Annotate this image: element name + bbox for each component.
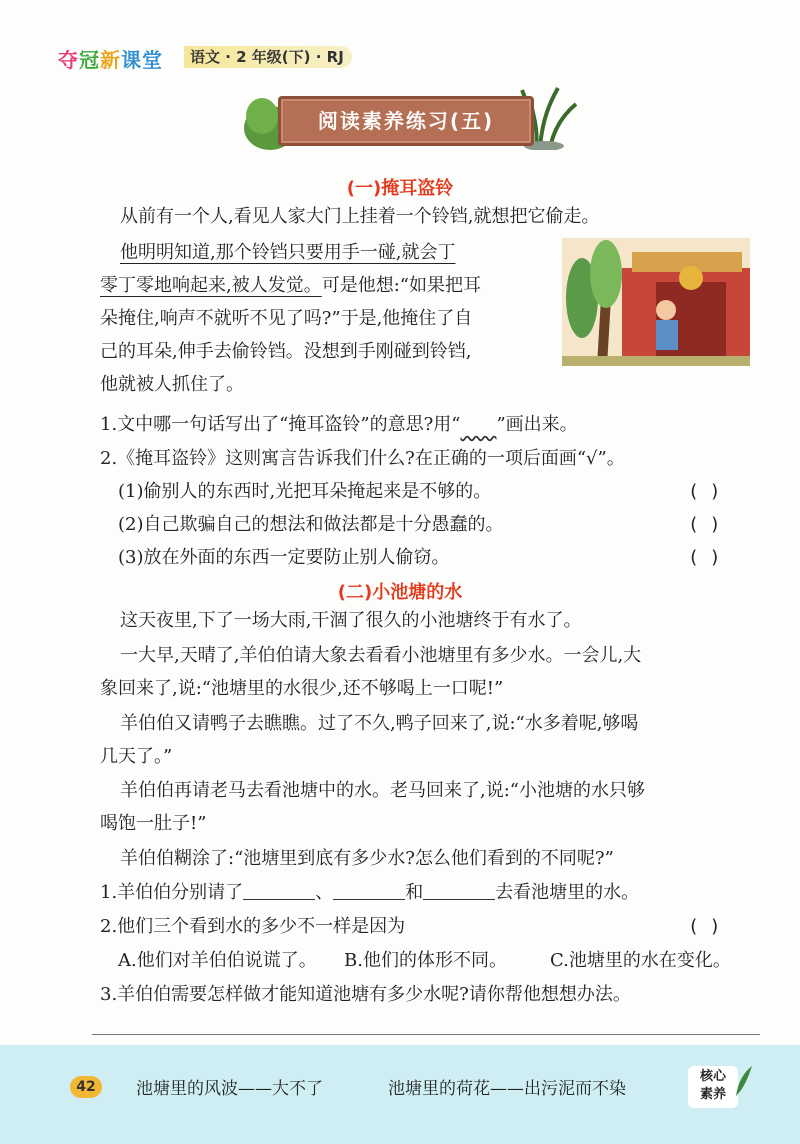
brand-logo — [58, 44, 163, 73]
paragraph-line: 羊伯伯再请老马去看池塘中的水。老马回来了,说:“小池塘的水只够 — [120, 780, 645, 801]
story-illustration — [562, 238, 750, 366]
paragraph-line: 羊伯伯又请鸭子去瞧瞧。过了不久,鸭子回来了,说:“水多着呢,够喝 — [120, 713, 639, 734]
course-label: 语文 · 2 年级(下) · RJ — [184, 46, 352, 68]
core-literacy-badge — [688, 1066, 738, 1108]
option-1: (1)偷别人的东西时,光把耳朵掩起来是不够的。 — [118, 481, 492, 502]
question-1 — [100, 410, 578, 440]
answer-paren[interactable]: ( ) — [688, 481, 721, 502]
leaf-icon — [732, 1064, 754, 1098]
question-3: 3.羊伯伯需要怎样做才能知道池塘有多少水呢?请你帮他想想办法。 — [100, 984, 631, 1005]
question-text: 、 — [315, 882, 334, 903]
section1-title: (一)掩耳盗铃 — [346, 178, 454, 199]
option-3: (3)放在外面的东西一定要防止别人偷窃。 — [118, 547, 450, 568]
badge-line: 素养 — [699, 1087, 726, 1102]
paragraph-line: 己的耳朵,伸手去偷铃铛。没想到手刚碰到铃铛, — [100, 341, 472, 362]
paragraph-line: 朵掩住,响声不就听不见了吗?”于是,他掩住了自 — [100, 308, 473, 329]
paragraph-line: 从前有一个人,看见人家大门上挂着一个铃铛,就想把它偷走。 — [120, 206, 600, 227]
paragraph-line: 羊伯伯糊涂了:“池塘里到底有多少水?怎么他们看到的不同呢?” — [120, 848, 614, 869]
paragraph-line: 他明明知道,那个铃铛只要用手一碰,就会丁 — [120, 242, 456, 263]
brand-char: 课堂 — [121, 48, 163, 72]
answer-paren[interactable]: ( ) — [688, 916, 721, 937]
answer-blank[interactable] — [423, 881, 495, 900]
paragraph-line: 几天了。” — [100, 746, 173, 767]
question-2: 2.他们三个看到水的多少不一样是因为 — [100, 916, 406, 937]
question-text: 去看池塘里的水。 — [495, 882, 640, 903]
paragraph-line-wrap — [100, 271, 481, 301]
paragraph-line: 象回来了,说:“池塘里的水很少,还不够喝上一口呢!” — [100, 678, 504, 699]
footer-idiom: 池塘里的风波——大不了 — [136, 1079, 323, 1099]
q2-option-a: A.他们对羊伯伯说谎了。 — [118, 950, 317, 971]
paragraph-line: 一大早,天晴了,羊伯伯请大象去看看小池塘里有多少水。一会儿,大 — [120, 645, 642, 666]
question-text: ”画出来。 — [496, 414, 578, 435]
question-1 — [100, 878, 639, 908]
answer-blank[interactable] — [333, 881, 405, 900]
paragraph-line: 他就被人抓住了。 — [100, 374, 244, 395]
title-banner — [278, 96, 534, 146]
paragraph-text: 可是他想:“如果把耳 — [321, 275, 482, 296]
answer-paren[interactable]: ( ) — [688, 514, 721, 535]
brand-char: 新 — [100, 48, 121, 72]
underlined-text: 零丁零地响起来,被人发觉。 — [100, 275, 322, 296]
option-2: (2)自己欺骗自己的想法和做法都是十分愚蠢的。 — [118, 514, 504, 535]
q2-option-c: C.池塘里的水在变化。 — [550, 950, 731, 971]
answer-line[interactable] — [92, 1034, 760, 1035]
q2-option-b: B.他们的体形不同。 — [344, 950, 507, 971]
brand-char: 冠 — [79, 48, 100, 72]
question-2: 2.《掩耳盗铃》这则寓言告诉我们什么?在正确的一项后面画“√”。 — [100, 448, 625, 469]
question-text: 和 — [405, 882, 424, 903]
wavy-underline-mark — [460, 414, 496, 435]
answer-blank[interactable] — [243, 881, 315, 900]
footer-idiom: 池塘里的荷花——出污泥而不染 — [388, 1079, 626, 1099]
brand-char: 夺 — [58, 48, 79, 72]
question-text: 1.文中哪一句话写出了“掩耳盗铃”的意思?用“ — [100, 414, 461, 435]
section2-title: (二)小池塘的水 — [337, 582, 463, 603]
page-number: 42 — [70, 1076, 102, 1098]
paragraph-line: 喝饱一肚子!” — [100, 813, 207, 834]
page-title: 阅读素养练习(五) — [317, 109, 495, 133]
badge-line: 核心 — [699, 1069, 726, 1084]
paragraph-line: 这天夜里,下了一场大雨,干涸了很久的小池塘终于有水了。 — [120, 610, 582, 631]
answer-paren[interactable]: ( ) — [688, 547, 721, 568]
question-text: 1.羊伯伯分别请了 — [100, 882, 244, 903]
